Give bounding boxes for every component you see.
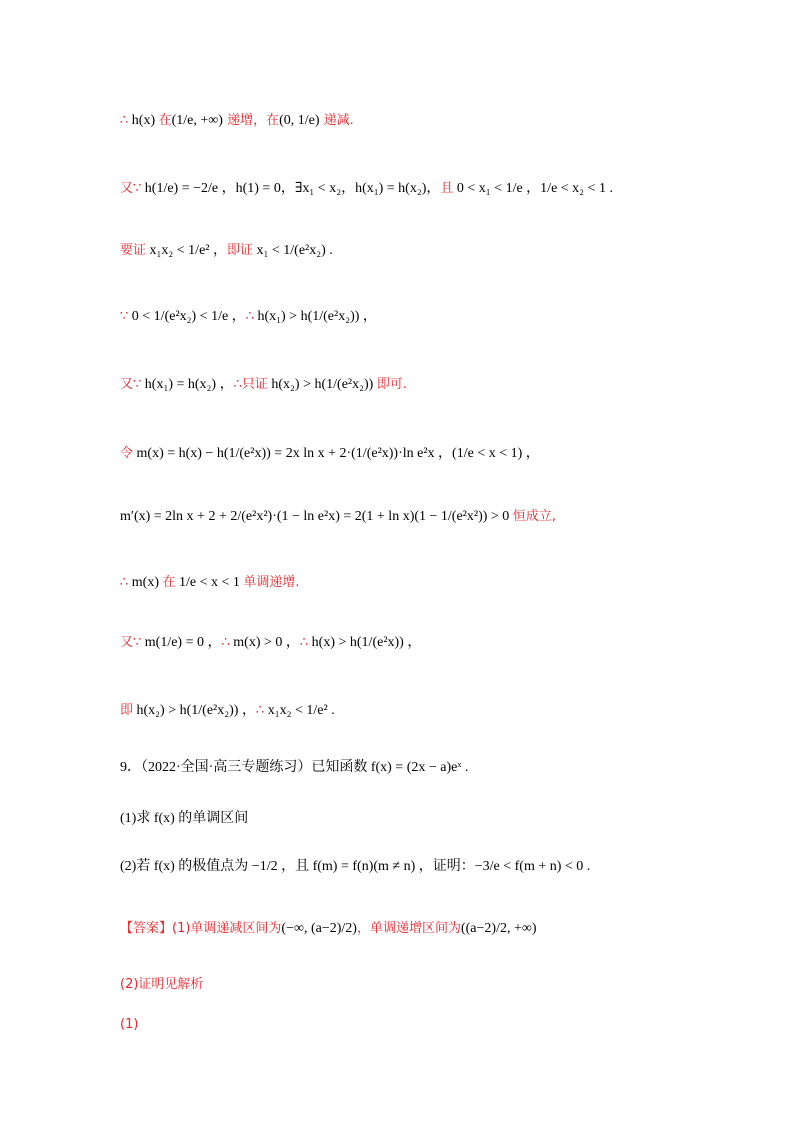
text-segment: (1/e, +∞): [171, 113, 223, 128]
proof-line-increasing: [120, 572, 300, 593]
text-segment: 又∵: [120, 377, 142, 392]
text-segment: h(x) > h(1/(e²x)) ，: [308, 635, 422, 650]
proof-line-goal: [120, 240, 333, 261]
text-segment: (1): [120, 1017, 139, 1032]
answer-part-2: [120, 974, 203, 995]
text-segment: 【答案】(1)单调递减区间为: [120, 921, 282, 936]
question-9-title: [120, 757, 468, 778]
proof-line-define-m: [120, 443, 540, 464]
text-segment: 令: [120, 446, 134, 461]
question-9-part-1: [120, 808, 248, 829]
proof-line-monotonic: [120, 110, 354, 131]
text-segment: m(x): [128, 575, 163, 590]
text-segment: ((a−2)/2, +∞): [460, 921, 537, 936]
text-segment: (1)求 f(x) 的单调区间: [120, 811, 249, 826]
text-segment: 要证: [120, 243, 147, 258]
text-segment: ∴只证: [233, 377, 268, 392]
proof-line-inequality: [120, 306, 377, 327]
text-segment: m(1/e) = 0 ，: [141, 635, 222, 650]
text-segment: ∴: [245, 309, 254, 324]
text-segment: 且: [440, 181, 454, 196]
text-segment: 即证: [226, 243, 253, 258]
text-segment: ∴: [221, 635, 230, 650]
question-9-part-2: [120, 856, 590, 877]
text-segment: 9．（2022·全国·高三专题练习）已知函数 f(x) = (2x − a)eˣ .: [120, 760, 469, 775]
text-segment: m(x) > 0 ，: [229, 635, 300, 650]
text-segment: 在: [158, 113, 172, 128]
proof-line-conclusion-h: [120, 632, 421, 653]
text-segment: h(x₂) > h(1/(e²x₂)) ，: [133, 703, 256, 718]
text-segment: 又∵: [120, 181, 142, 196]
text-segment: 递增，在: [222, 113, 280, 128]
text-segment: h(x₁) > h(1/(e²x₂)) ，: [253, 309, 377, 324]
text-segment: 1/e < x < 1: [175, 575, 244, 590]
text-segment: h(1/e) = −2/e ，h(1) = 0，∃x₁ < x₂，h(x₁) = h(x₂)，: [141, 181, 441, 196]
text-segment: x₁x₂ < 1/e² ，: [146, 243, 227, 258]
text-segment: ∴: [299, 635, 309, 650]
text-segment: 即可.: [376, 377, 407, 392]
text-segment: x₁x₂ < 1/e² .: [264, 703, 335, 718]
text-segment: h(x): [128, 113, 159, 128]
text-segment: (2)证明见解析: [120, 977, 204, 992]
answer-line: [120, 918, 537, 939]
text-segment: 递减.: [319, 113, 354, 128]
text-segment: h(x₂) > h(1/(e²x₂)): [267, 377, 377, 392]
proof-line-zero-values: [120, 178, 613, 199]
text-segment: 单调递增.: [243, 575, 300, 590]
text-segment: m(x) = h(x) − h(1/(e²x)) = 2x ln x + 2·(1/(e²x))·ln e²x ，(1/e < x < 1) ，: [133, 446, 540, 461]
text-segment: x₁ < 1/(e²x₂) .: [253, 243, 333, 258]
text-segment: ∴: [120, 113, 129, 128]
text-segment: 恒成立,: [512, 509, 556, 524]
text-segment: 0 < x₁ < 1/e ，1/e < x₂ < 1 .: [453, 181, 613, 196]
text-segment: ∴: [120, 575, 129, 590]
solution-part-1-label: [120, 1014, 138, 1035]
text-segment: h(x₁) = h(x₂) ，: [141, 377, 234, 392]
text-segment: 0 < 1/(e²x₂) < 1/e ，: [128, 309, 246, 324]
text-segment: (2)若 f(x) 的极值点为 −1/2 ，且 f(m) = f(n)(m ≠ n) ，证明：−3/e < f(m + n) < 0 .: [120, 859, 591, 874]
proof-line-derivative: [120, 506, 556, 527]
text-segment: 即: [120, 703, 134, 718]
text-segment: 在: [162, 575, 176, 590]
text-segment: 又∵: [120, 635, 142, 650]
text-segment: m′(x) = 2ln x + 2 + 2/(e²x²)·(1 − ln e²x) = 2(1 + ln x)(1 − 1/(e²x²)) > 0: [120, 509, 513, 524]
proof-line-reduce: [120, 374, 407, 395]
text-segment: (−∞, (a−2)/2): [281, 921, 357, 936]
text-segment: ，单调递增区间为: [356, 921, 461, 936]
text-segment: ∵: [120, 309, 129, 324]
text-segment: ∴: [255, 703, 265, 718]
proof-line-conclusion: [120, 700, 335, 721]
text-segment: (0, 1/e): [279, 113, 320, 128]
